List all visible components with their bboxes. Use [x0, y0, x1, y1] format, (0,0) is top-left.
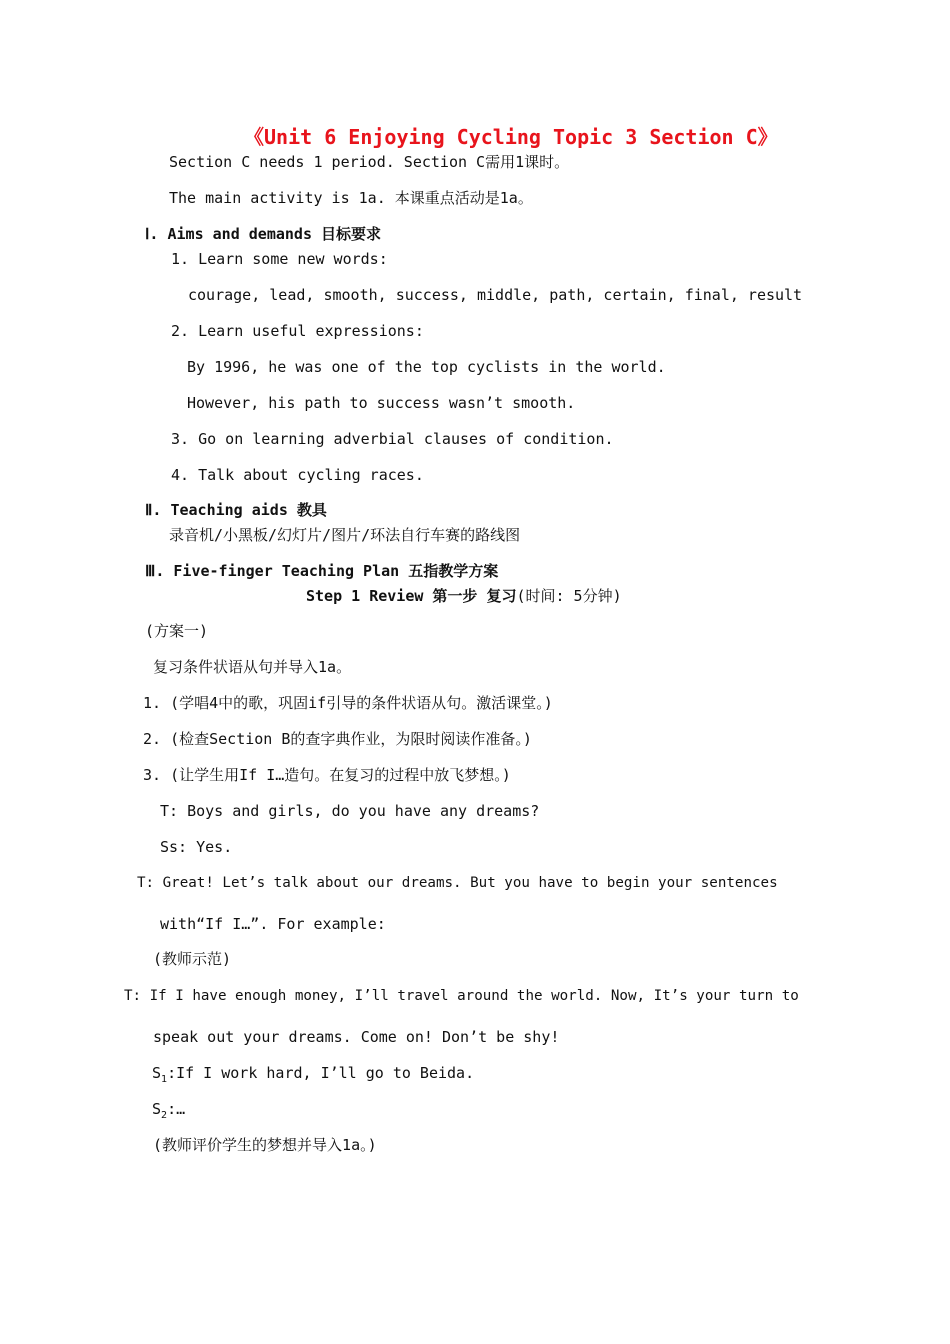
dialogue-student-2: [152, 1099, 185, 1126]
intro-main-activity: The main activity is 1a. 本课重点活动是1a。: [169, 189, 533, 207]
student-2-label: S: [152, 1100, 162, 1118]
aims-item-1: 1. Learn some new words:: [171, 250, 388, 268]
page-title: 《Unit 6 Enjoying Cycling Topic 3 Section C》: [244, 125, 778, 149]
student-2-subscript: 2: [161, 1110, 168, 1121]
student-2-text: :…: [167, 1100, 186, 1118]
aims-item-2: 2. Learn useful expressions:: [171, 322, 424, 340]
step-1-time: (时间: 5分钟): [516, 587, 622, 605]
plan-intro: 复习条件状语从句并导入1a。: [153, 658, 352, 676]
dialogue-students-1: Ss: Yes.: [160, 838, 233, 856]
dialogue-teacher-2-cont: with“If I…”. For example:: [160, 915, 386, 933]
plan-point-1: 1. (学唱4中的歌，巩固if引导的条件状语从句。激活课堂。): [143, 694, 553, 712]
step-1-label: Step 1 Review 第一步 复习: [306, 587, 517, 605]
plan-option: (方案一): [145, 622, 209, 640]
student-1-label: S: [152, 1064, 162, 1082]
aims-heading: Ⅰ. Aims and demands 目标要求: [145, 225, 382, 243]
aids-list: 录音机/小黑板/幻灯片/图片/环法自行车赛的路线图: [169, 526, 521, 544]
step-1-heading: [306, 586, 622, 606]
aims-item-3: 3. Go on learning adverbial clauses of condition.: [171, 430, 614, 448]
plan-point-2: 2. (检查Section B的查字典作业，为限时阅读作准备。): [143, 730, 532, 748]
closing-note: (教师评价学生的梦想并导入1a。): [153, 1136, 377, 1154]
dialogue-teacher-2: T: Great! Let’s talk about our dreams. But you have to begin your sentences: [137, 875, 778, 891]
student-1-text: :If I work hard, I’ll go to Beida.: [167, 1064, 475, 1082]
plan-heading: Ⅲ. Five-finger Teaching Plan 五指教学方案: [145, 562, 499, 580]
dialogue-teacher-1: T: Boys and girls, do you have any dreams?: [160, 802, 540, 820]
dialogue-student-1: [152, 1063, 474, 1090]
aims-expression-2: However, his path to success wasn’t smooth.: [187, 394, 576, 412]
intro-periods: Section C needs 1 period. Section C需用1课时。: [169, 153, 570, 171]
aims-expression-1: By 1996, he was one of the top cyclists in the world.: [187, 358, 666, 376]
aims-item-4: 4. Talk about cycling races.: [171, 466, 424, 484]
aims-words: courage, lead, smooth, success, middle, path, certain, final, result: [188, 286, 803, 304]
plan-point-3: 3. (让学生用If I…造句。在复习的过程中放飞梦想。): [143, 766, 511, 784]
dialogue-teacher-3-cont: speak out your dreams. Come on! Don’t be shy!: [153, 1028, 560, 1046]
dialogue-teacher-3: T: If I have enough money, I’ll travel around the world. Now, It’s your turn to: [124, 988, 799, 1004]
aids-heading: Ⅱ. Teaching aids 教具: [145, 501, 327, 519]
student-1-subscript: 1: [161, 1074, 168, 1085]
teacher-demo-note: (教师示范): [153, 950, 232, 968]
